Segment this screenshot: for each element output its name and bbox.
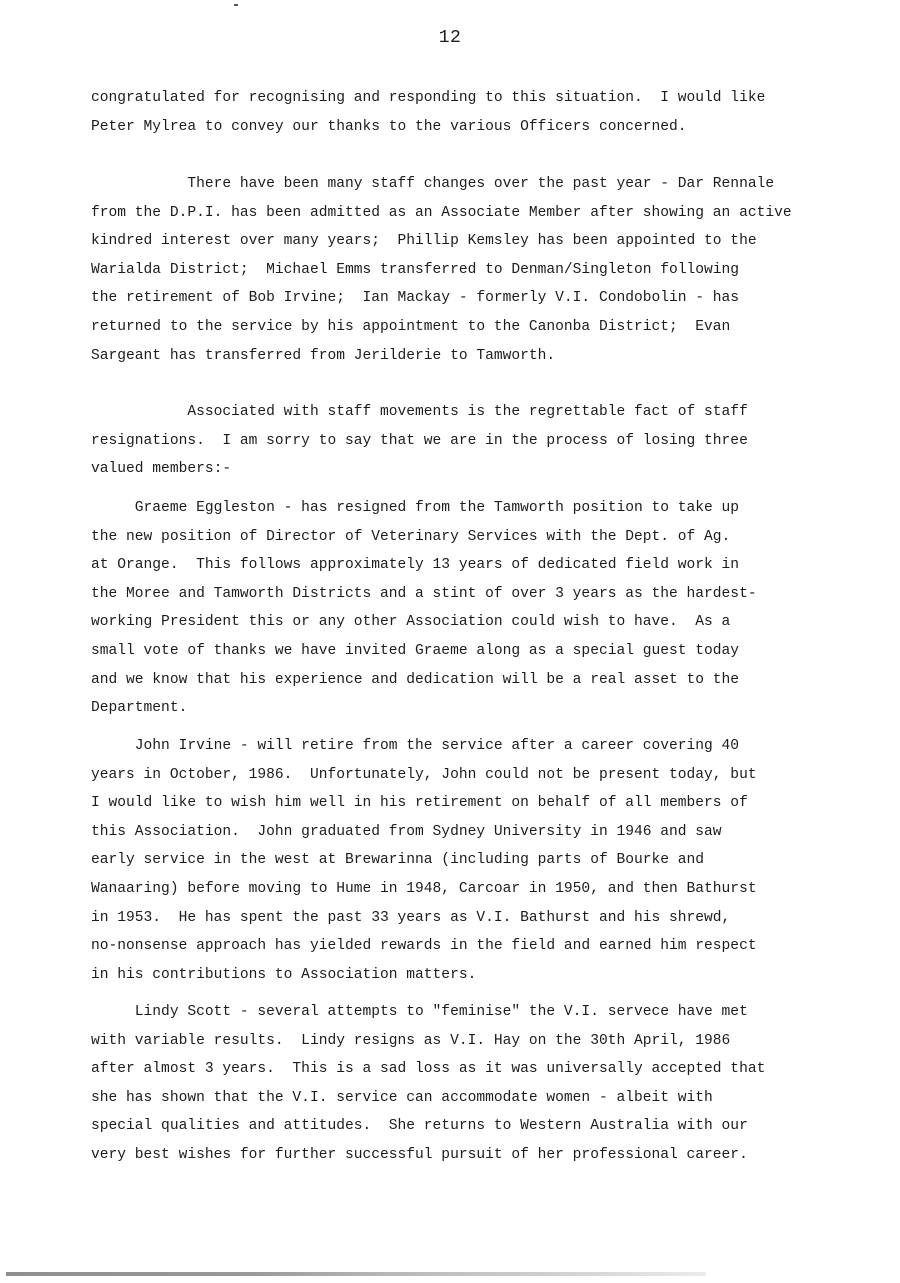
text-line: and we know that his experience and dedication will be a real asset to the bbox=[91, 671, 740, 688]
text-line: Wanaaring) before moving to Hume in 1948, Carcoar in 1950, and then Bathurst bbox=[91, 880, 757, 897]
text-line: small vote of thanks we have invited Graeme along as a special guest today bbox=[91, 642, 740, 659]
paragraph-staff-changes bbox=[91, 170, 881, 370]
text-line: the Moree and Tamworth Districts and a stint of over 3 years as the hardest- bbox=[91, 585, 757, 602]
paragraph-lindy-scott bbox=[91, 998, 881, 1170]
text-line: in his contributions to Association matters. bbox=[91, 966, 477, 983]
text-line: she has shown that the V.I. service can accommodate women - albeit with bbox=[91, 1089, 713, 1106]
text-line: valued members:- bbox=[91, 461, 232, 478]
text-line: Peter Mylrea to convey our thanks to the various Officers concerned. bbox=[91, 118, 687, 135]
text-line: in 1953. He has spent the past 33 years as V.I. Bathurst and his shrewd, bbox=[91, 909, 731, 926]
scan-mark bbox=[234, 4, 238, 6]
text-line: years in October, 1986. Unfortunately, John could not be present today, but bbox=[91, 766, 757, 783]
text-line: this Association. John graduated from Sydney University in 1946 and saw bbox=[91, 823, 722, 840]
text-line: the new position of Director of Veterinary Services with the Dept. of Ag. bbox=[91, 528, 731, 545]
text-line: at Orange. This follows approximately 13 years of dedicated field work in bbox=[91, 557, 740, 574]
text-line: John Irvine - will retire from the service after a career covering 40 bbox=[91, 738, 740, 754]
text-line: returned to the service by his appointment to the Canonba District; Evan bbox=[91, 318, 731, 335]
text-line: kindred interest over many years; Phillip Kemsley has been appointed to the bbox=[91, 233, 757, 250]
text-line: working President this or any other Association could wish to have. As a bbox=[91, 614, 731, 631]
paragraph-graeme-eggleston bbox=[91, 494, 881, 723]
text-line: I would like to wish him well in his retirement on behalf of all members of bbox=[91, 795, 748, 812]
text-line: congratulated for recognising and responding to this situation. I would like bbox=[91, 90, 766, 106]
page-number: 12 bbox=[438, 28, 462, 48]
text-line: Associated with staff movements is the regrettable fact of staff bbox=[91, 404, 748, 420]
text-line: Graeme Eggleston - has resigned from the Tamworth position to take up bbox=[91, 500, 740, 516]
scan-edge-artifact bbox=[6, 1272, 706, 1276]
text-line: very best wishes for further successful pursuit of her professional career. bbox=[91, 1146, 748, 1163]
text-line: after almost 3 years. This is a sad loss as it was universally accepted that bbox=[91, 1061, 766, 1078]
paragraph-john-irvine bbox=[91, 732, 881, 989]
text-line: early service in the west at Brewarinna (including parts of Bourke and bbox=[91, 852, 705, 869]
text-line: Warialda District; Michael Emms transferred to Denman/Singleton following bbox=[91, 261, 740, 278]
text-line: resignations. I am sorry to say that we are in the process of losing three bbox=[91, 432, 748, 449]
text-line: the retirement of Bob Irvine; Ian Mackay - formerly V.I. Condobolin - has bbox=[91, 290, 740, 307]
text-line: with variable results. Lindy resigns as V.I. Hay on the 30th April, 1986 bbox=[91, 1032, 731, 1049]
text-line: There have been many staff changes over the past year - Dar Rennale bbox=[91, 176, 775, 192]
text-line: Department. bbox=[91, 700, 188, 717]
text-line: Lindy Scott - several attempts to "feminise" the V.I. servece have met bbox=[91, 1004, 748, 1020]
text-line: Sargeant has transferred from Jerilderie to Tamworth. bbox=[91, 347, 556, 364]
text-line: from the D.P.I. has been admitted as an Associate Member after showing an active bbox=[91, 204, 792, 221]
text-line: no-nonsense approach has yielded rewards in the field and earned him respect bbox=[91, 938, 757, 955]
paragraph-closing-thanks bbox=[91, 84, 881, 141]
text-line: special qualities and attitudes. She returns to Western Australia with our bbox=[91, 1118, 748, 1135]
paragraph-resignations bbox=[91, 398, 881, 484]
